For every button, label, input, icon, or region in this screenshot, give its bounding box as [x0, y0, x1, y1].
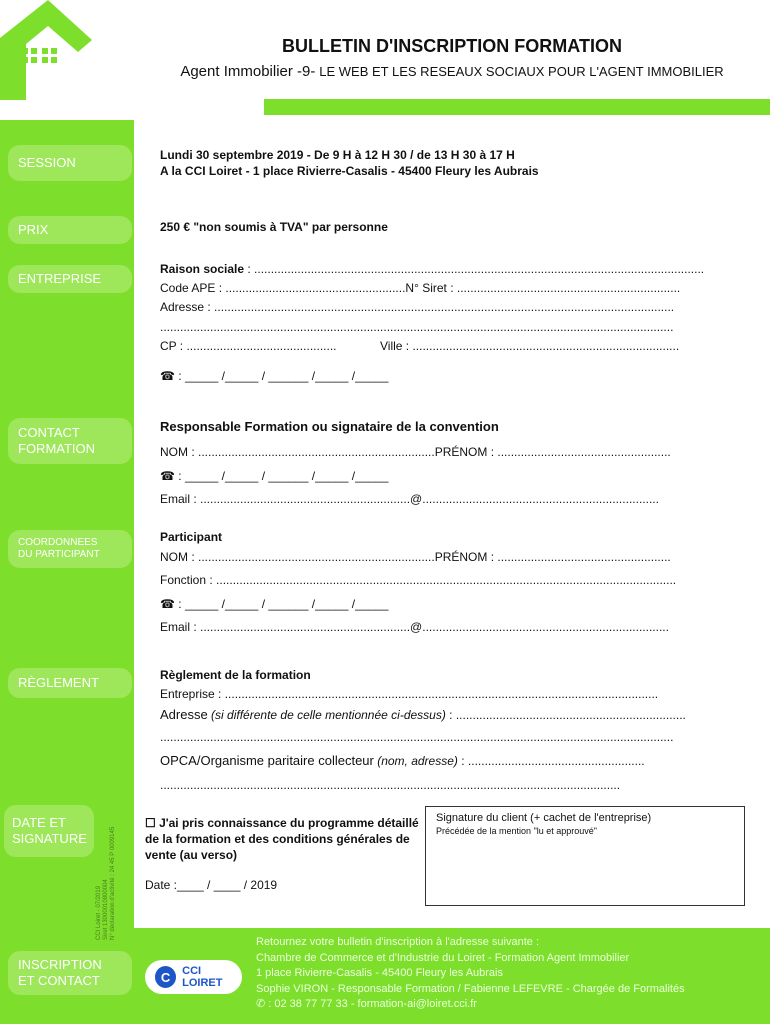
date-label-line2: SIGNATURE	[12, 831, 87, 846]
footer-line: Retournez votre bulletin d'inscription à l'adresse suivante :	[256, 936, 540, 948]
footer-email-link[interactable]: ✆ : 02 38 77 77 33 - formation-ai@loiret.cci.fr	[256, 998, 477, 1010]
sidebar-label-reglement	[8, 668, 132, 698]
footer-line: Chambre de Commerce et d'Industrie du Loiret - Formation Agent Immobilier	[256, 951, 630, 964]
footer-line: Sophie VIRON - Responsable Formation / Fabienne LEFEVRE - Chargée de Formalités	[256, 982, 685, 995]
entreprise-phone-field[interactable]: ☎ : _____ /_____ / ______ /_____ /_____	[160, 369, 389, 383]
footer-line: 1 place Rivierre-Casalis - 45400 Fleury les Aubrais	[256, 967, 503, 979]
contact-nom-prenom-field[interactable]: NOM : .......................................................................PRÉNOM : ....................................................	[160, 445, 671, 459]
reglement-adresse-field[interactable]	[160, 707, 686, 723]
coord-label-line1: COORDONNEES	[18, 537, 98, 548]
reglement-label: RÈGLEMENT	[18, 675, 99, 690]
header-divider-bar	[264, 99, 770, 115]
reglement-adresse-note: (si différente de celle mentionnée ci-dessus)	[211, 708, 446, 722]
prix-label: PRIX	[18, 222, 49, 237]
contact-label-line1: CONTACT	[18, 425, 80, 440]
price: 250 € "non soumis à TVA" par personne	[160, 220, 388, 234]
reglement-heading: Règlement de la formation	[160, 668, 311, 682]
inscription-label-line2: ET CONTACT	[18, 973, 100, 988]
contact-heading: Responsable Formation ou signataire de la convention	[160, 419, 499, 434]
adresse-field-line2[interactable]: ..........................................................................................................................................................	[160, 320, 674, 334]
inscription-label-line1: INSCRIPTION	[18, 957, 102, 972]
reglement-entreprise-field[interactable]: Entreprise : ..................................................................................................................................	[160, 687, 659, 701]
sidebar-label-entreprise	[8, 265, 132, 293]
cci-logo-text: CCI LOIRET	[182, 965, 223, 989]
page-title: BULLETIN D'INSCRIPTION FORMATION	[282, 36, 622, 56]
sidebar-label-session	[8, 145, 132, 181]
sidebar-label-contact	[8, 418, 132, 464]
opca-field[interactable]	[160, 753, 645, 769]
legal-mentions	[96, 790, 117, 940]
page-subtitle	[134, 63, 770, 80]
participant-heading: Participant	[160, 530, 223, 544]
acknowledgement	[145, 815, 420, 863]
cci-logo-mark: C	[155, 966, 176, 988]
date-label-line1: DATE ET	[12, 815, 66, 830]
opca-label: OPCA/Organisme paritaire collecteur	[160, 753, 374, 768]
signature-box-title: Signature du client (+ cachet de l'entreprise)	[436, 812, 652, 824]
subtitle-lead: Agent Immobilier -9-	[180, 63, 316, 80]
checkbox-icon[interactable]: ☐	[145, 816, 156, 830]
sidebar-label-inscription	[8, 951, 132, 995]
reglement-adresse-label: Adresse	[160, 707, 208, 722]
cp-field[interactable]: CP : .............................................	[160, 339, 337, 353]
session-date: Lundi 30 septembre 2019 - De 9 H à 12 H 30 / de 13 H 30 à 17 H	[160, 148, 515, 162]
opca-line2[interactable]: ..........................................................................................................................................	[160, 778, 621, 792]
raison-sociale-dots: : .......................................................................................................................................	[244, 262, 705, 276]
signature-box[interactable]	[425, 806, 745, 906]
date-field[interactable]: Date :____ / ____ / 2019	[145, 878, 278, 892]
footer-contact-info	[256, 935, 766, 1013]
code-ape-siret-field[interactable]: Code APE : ......................................................N° Siret : ...................................................................	[160, 281, 681, 295]
opca-note: (nom, adresse)	[377, 754, 458, 768]
raison-sociale-field[interactable]	[160, 262, 704, 277]
participant-nom-prenom-field[interactable]: NOM : .......................................................................PRÉNOM : ....................................................	[160, 550, 671, 564]
legal-line: CCI Loiret - 07/2019	[96, 885, 102, 940]
contact-email-field[interactable]: Email : ...............................................................@.......................................................................	[160, 492, 659, 506]
session-label: SESSION	[18, 155, 76, 170]
cci-logo-icon	[145, 960, 242, 994]
legal-line: N° déclaration d'activité : 24 45 P 0009145	[110, 826, 116, 940]
acknowledgement-text: J'ai pris connaissance du programme détaillé de la formation et des conditions générales de vente (au verso)	[145, 816, 419, 862]
reglement-adresse-line2[interactable]: ..........................................................................................................................................................	[160, 730, 674, 744]
sidebar-label-prix	[8, 216, 132, 244]
adresse-field[interactable]: Adresse : ..........................................................................................................................................	[160, 300, 675, 314]
sidebar-label-date	[4, 805, 94, 857]
contact-label-line2: FORMATION	[18, 441, 96, 456]
signature-box-note: Précédée de la mention "lu et approuvé"	[436, 826, 597, 836]
house-logo-icon	[0, 0, 120, 110]
reglement-adresse-dots: : .....................................................................	[445, 708, 686, 722]
entreprise-label: ENTREPRISE	[18, 271, 102, 286]
coord-label-line2: DU PARTICIPANT	[18, 549, 100, 560]
contact-phone-field[interactable]: ☎ : _____ /_____ / ______ /_____ /_____	[160, 469, 389, 483]
session-location: A la CCI Loiret - 1 place Rivierre-Casalis - 45400 Fleury les Aubrais	[160, 164, 539, 178]
subtitle-rest: LE WEB ET LES RESEAUX SOCIAUX POUR L'AGENT IMMOBILIER	[319, 64, 724, 79]
participant-email-field[interactable]: Email : ...............................................................@..........................................................................	[160, 620, 669, 634]
opca-dots: : .....................................................	[457, 754, 645, 768]
legal-line: Siret 13000010800004	[103, 879, 109, 940]
sidebar-label-coordonnees	[8, 530, 132, 568]
raison-sociale-label: Raison sociale	[160, 262, 245, 276]
participant-phone-field[interactable]: ☎ : _____ /_____ / ______ /_____ /_____	[160, 597, 389, 611]
participant-fonction-field[interactable]: Fonction : ..........................................................................................................................................	[160, 573, 677, 587]
ville-field[interactable]: Ville : ................................................................................	[380, 339, 680, 353]
